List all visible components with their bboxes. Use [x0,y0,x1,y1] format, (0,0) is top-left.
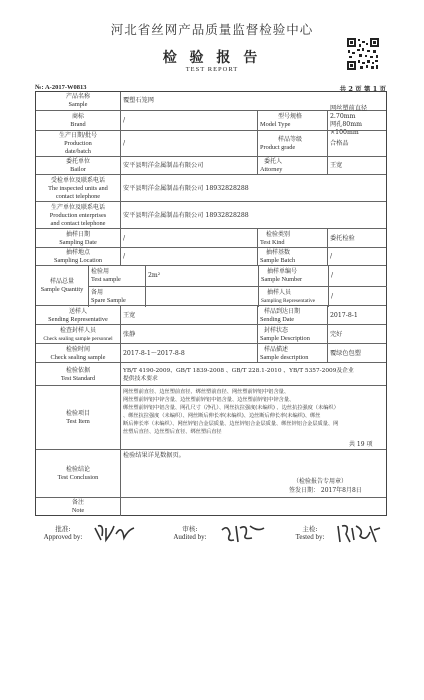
test-kind-label: 检验类别 Test Kind [257,229,327,248]
sample-description-value: 覆绿色包塑 [327,344,386,363]
table-row-production-date [36,130,386,157]
sample-description-label: 样品描述 Sample description [257,344,327,363]
test-item-line: 绑丝塑前锌铝中铝含量、网孔尺寸（净孔）、网丝抗拉强度(未编织) 、边丝抗拉强度（未编织） [123,405,339,411]
sending-date-label: 样品到达日期 Sending Date [257,306,327,325]
conclusion-text: 检验结果详见数据页。 [123,452,185,459]
production-date-label: 生产日期/批号 Production date/batch [58,132,98,155]
table-row-production-enterprise [36,201,386,229]
sample-quantity-label: 样品总量 Sample Quantity [40,278,84,293]
sampling-location-label: 抽样地点 Sampling Location [53,249,103,264]
sealing-state-value: 完好 [327,325,386,344]
report-title-en: TEST REPORT [185,66,239,73]
test-items-list [120,386,386,450]
sampling-location-value: / [120,248,257,266]
table-row-conclusion [36,449,386,498]
test-period-label: 检验时间 Check sealing sample [50,345,106,361]
sending-representative-label: 送样人 Sending Representative [48,307,108,323]
test-kind-value: 委托检验 [327,229,386,248]
sealing-state-label: 封样状态 Sample Description [257,325,327,344]
report-title: 检 验 报 告 [162,50,262,66]
product-grade-label: 样品等级 Product grade [257,131,327,157]
approver-signature [92,522,138,544]
sending-date-value: 2017-8-1 [327,306,386,325]
sample-number-value: / [328,266,387,286]
table-row-inspected-units [36,174,386,202]
sampling-date-label: 抽样日期 Sampling Date [59,230,97,246]
audited-label: 审核: Audited by: [173,525,207,541]
report-table [35,91,387,516]
test-standard-label: 检验依据 Test Standard [60,366,96,382]
spare-sample-subrow [88,286,387,307]
production-enterprise-value: 安平县明洋金属制品有限公司 18932828288 [120,202,386,229]
tester-signature [336,522,382,544]
production-date-value: / [120,131,257,157]
model-type-value: 网丝塑前直径2.70mm 网孔80mm ×100mm [327,111,386,131]
product-grade-value: 合格品 [327,131,386,157]
table-row-sample-quantity [36,265,386,306]
attorney-label: 委托人 Attorney [257,157,327,175]
issue-date: 签发日期： 2017年8月8日 [289,487,362,494]
sending-representative-value: 王宽 [120,306,257,325]
test-sample-value: 2m² [145,266,258,286]
table-row-brand [36,105,386,136]
sampling-representative-value: / [328,287,387,307]
sample-label: 产品名称 Sample [65,93,90,108]
sampling-representative-label: 抽样人员 Sampling Representative [258,287,328,307]
table-row-sampling-date [36,228,386,248]
test-period-value: 2017-8-1～2017-8-8 [120,344,257,363]
page-count: 共 2 页 第 1 页 [339,85,386,93]
test-item-line: 网丝塑前直径、边丝塑前直径、绑丝塑前直径、网丝塑前锌铝中铝含量、 [123,389,290,395]
test-conclusion-label: 检验结论 Test Conclusion [57,466,99,481]
test-items-count: 共 19 项 [349,441,373,448]
test-standard-value: YB/T 4190-2009、GB/T 1839-2008 、GB/T 228.1-2010 、YB/T 5357-2009及企业 提供技术要求 [120,363,386,386]
bailor-value: 安平县明洋金属制品有限公司 [120,157,257,175]
model-type-label: 型号规格 Model Type [257,111,327,131]
table-row-sending [36,305,386,325]
table-row-sampling-location [36,247,386,266]
note-value [120,498,386,516]
brand-label: 商标 Brand [70,113,86,128]
signature-footer [0,522,424,552]
brand-value: / [120,111,257,131]
inspected-units-label: 受检单位及联系电话 The inspected units and contact telephone [48,176,108,200]
table-row-bailor [36,156,386,175]
test-item-line: 、绑丝抗拉强度（未编织）、网丝断后伸长率(未编织)、边丝断后伸长率(未编织)、绑丝 [123,413,321,419]
test-items-label: 检验项目 Test Item [65,410,90,425]
spare-sample-value [145,287,258,307]
production-enterprise-label: 生产单位及联系电话 Production enterprises and contact telephone [49,203,107,227]
sample-batch-value: / [327,248,386,266]
sealing-personnel-label: 检查封样人员 Check sealing sample personnel [43,326,113,342]
sample-batch-label: 抽样基数 Sample Batch [257,248,327,266]
sample-value: 覆塑石笼网 [120,92,386,110]
table-row-test-period [36,343,386,363]
table-row-test-items [36,385,386,450]
approved-label: 批准: Approved by: [43,525,83,541]
test-sample-subrow [88,266,387,286]
test-item-line: 网丝塑前锌铝中锌含量、边丝塑前锌铝中铝含量、边丝塑前锌铝中锌含量、 [123,397,295,403]
sampling-date-value: / [120,229,257,248]
table-row-standard [36,362,386,386]
test-conclusion-value [120,450,386,498]
seal-note: （检验报告专用章） [293,478,348,485]
test-item-line: 丝塑后直径、边丝塑后直径、绑丝塑后直径 [123,429,222,435]
sample-number-label: 抽样单编号 Sample Number [258,266,328,286]
report-number: №: A-2017-W0813 [35,84,87,91]
attorney-value: 王宽 [327,157,386,175]
test-item-line: 断后伸长率（未编织）、网丝锌铝合金层质量、边丝锌铝合金层质量、绑丝锌铝合金层质量、网 [123,421,339,427]
auditor-signature [220,522,266,544]
test-sample-label: 检验用 Test sample [91,268,121,283]
note-label: 备注 Note [71,499,85,514]
table-row-note [36,497,386,516]
inspected-units-value: 安平县明洋金属制品有限公司 18932828288 [120,175,386,202]
table-row-sealing [36,324,386,344]
sealing-personnel-value: 张静 [120,325,257,344]
bailor-label: 委托单位 Bailor [65,158,90,173]
organization-name: 河北省丝网产品质量监督检验中心 [110,22,314,37]
spare-sample-label: 备用 Spare Sample [91,289,126,304]
tested-label: 主检: Tested by: [295,525,325,541]
